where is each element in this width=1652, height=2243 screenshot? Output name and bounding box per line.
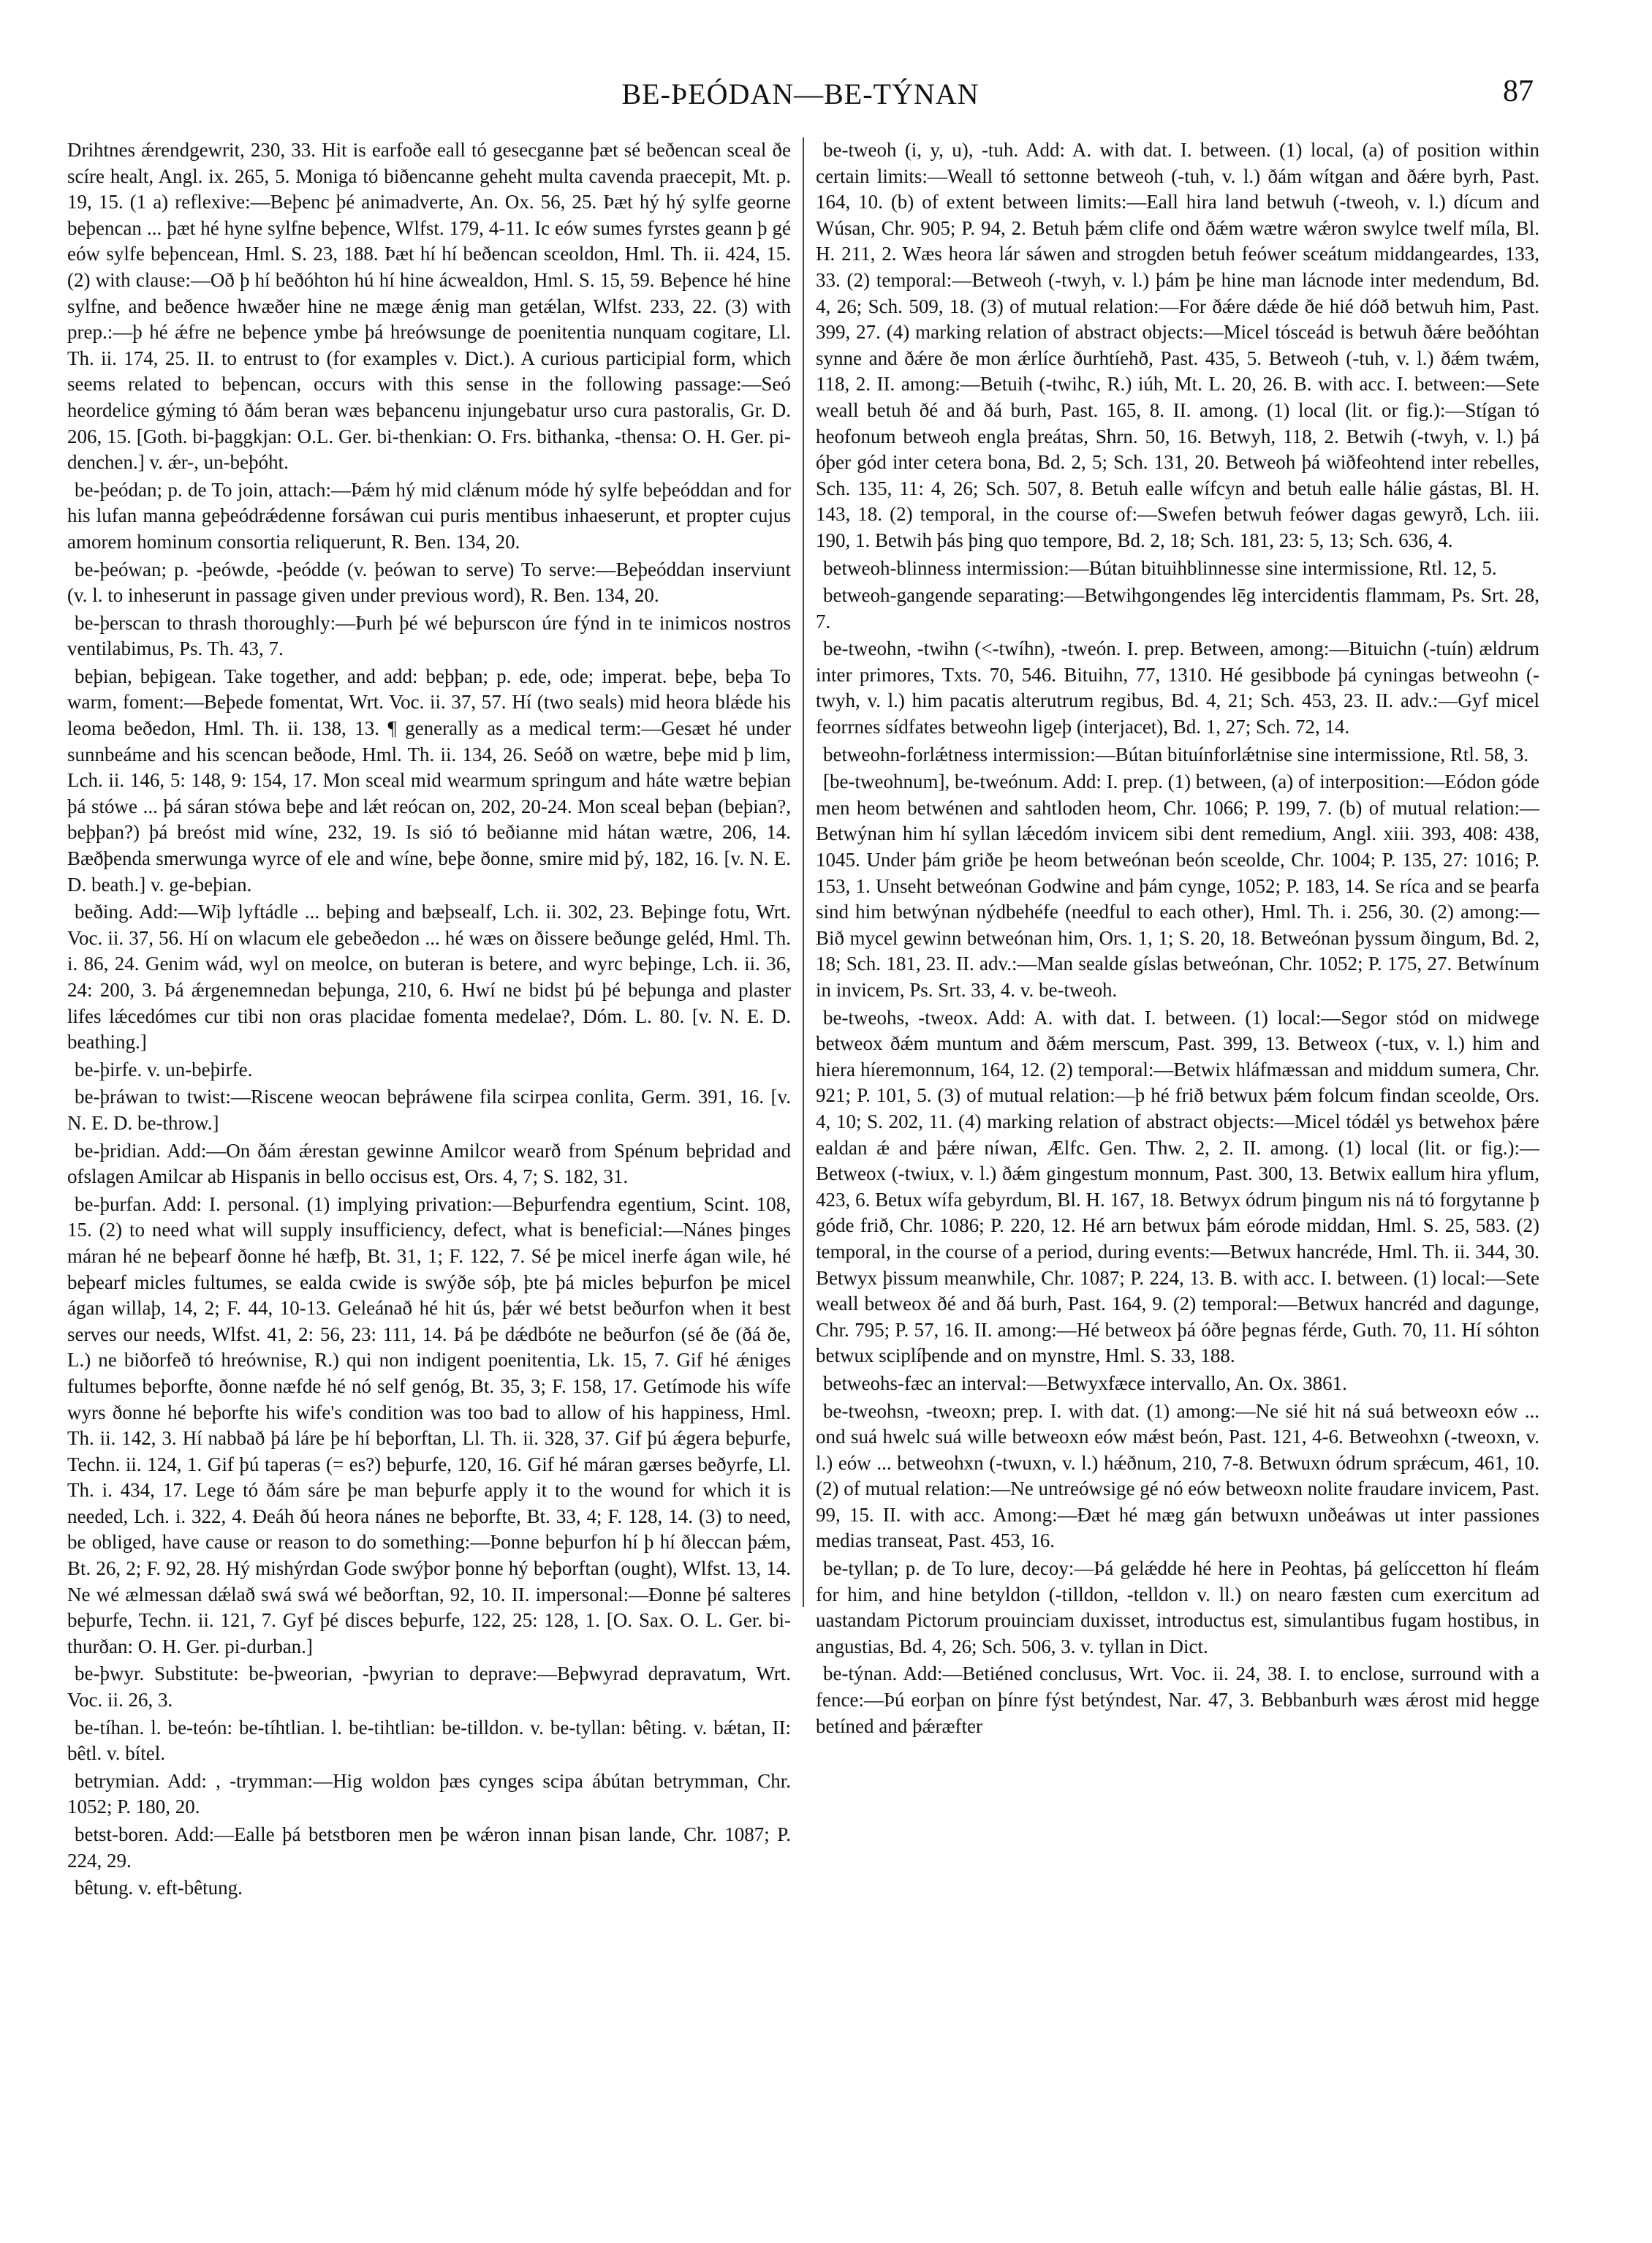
entry-be-þeódan: be-þeódan; p. de To join, attach:—Þǽm hý mid clǽnum móde hý sylfe beþeóddan and for his lufan manna geþeódrǽdenne forsáwan cui puris mentibus inhaeserunt, et propter cujus amorem hominum consortia reliquerunt, R. Ben. 134, 20. — [67, 478, 791, 553]
page-header — [67, 77, 1534, 121]
entry-bêtung: bêtung. v. eft-bêtung. — [75, 1877, 243, 1899]
entry-be-tweohs: be-tweohs, -tweox. Add: A. with dat. I. between. (1) local:—Segor stód on midwege betweox ðǽm muntum and ðǽm merscum, Past. 399, 13. Betweox (-tux, v. l.) him and hiera híeremonnum, 164, 12. (2) temporal:—Betwix hláfmæssan and middum sumera, Chr. 921; P. 101, 5. (3) of mutual relation:—þ hé frið betwux þǽm folcum findan sceolde, Ors. 4, 10; S. 202, 11. (4) marking relation of abstract objects:—Micel tódǽl ys betwehox þǽre ealdan ǽ and þǽre níwan, Ælfc. Gen. Thw. 2, 2. II. among. (1) local (lit. or fig.):—Betweox (-twiux, v. l.) ðǽm gingestum monnum, Past. 300, 13. Betwix eallum hira yflum, 423, 6. Betux wífa gebyrdum, Bl. H. 167, 18. Betwyx ódrum þingum nis ná tó forgytanne þ góde frið, Chr. 1086; P. 220, 12. Hé arn betwux þám eórode middan, Hml. S. 25, 583. (2) temporal, in the course of a period, during events:—Betwux hancréde, Hml. Th. ii. 344, 30. Betwyx þissum meanwhile, Chr. 1087; P. 224, 13. B. with acc. I. between. (1) local:—Sete weall betweox ðé and ðá burh, Past. 164, 9. (2) temporal:—Betwux hancréd and dagunge, Chr. 795; P. 57, 16. II. among:—Hé betweox þá óðre þegnas férde, Guth. 70, 11. Hí sóhton betwux sciplíþende and on mynstre, Hml. S. 33, 188. — [816, 1006, 1539, 1367]
entry-be-þerscan: be-þerscan to thrash thoroughly:—Þurh þé wé beþurscon úre fýnd in te inimicos nostros ventilabimus, Ps. Th. 43, 7. — [67, 611, 791, 660]
entry-be-tyllan: be-tyllan; p. de To lure, decoy:—Þá gelǽdde hé here in Peohtas, þá gelíccetton hí fleám for him, and hine betyldon (-tilldon, -telldon v. ll.) on nearo fæsten cum exercitum ad uastandam Pictorum prouinciam duxisset, introductus est, simulantibus fugam hostibus, in angustias, Bd. 4, 26; Sch. 506, 3. v. tyllan in Dict. — [816, 1557, 1539, 1657]
entry-betweohn-forlǽtness: betweohn-forlǽtness intermission:—Bútan bituínforlǽtnise sine intermissione, Rtl. 58, 3. — [823, 743, 1529, 765]
entry-be-tweohn: be-tweohn, -twihn (<-twíhn), -tweón. I. prep. Between, among:—Bituichn (-tuín) ældrum inter primores, Txts. 70, 546. Bituihn, 77, 1310. Hé gesibbode þá cyningas betweohn (-twyh, v. l.) him pacatis alterutrum regibus, Bd. 4, 21; Sch. 453, 23. II. adv.:—Gyf micel feorrnes sídfates betweohn ligeþ (interjacet), Bd. 1, 27; Sch. 72, 14. — [816, 638, 1539, 738]
entry-be-tíhan: be-tíhan. l. be-teón: be-tíhtlian. l. be-tihtlian: be-tilldon. v. be-tyllan: bêting. v. bǽtan, II: bêtl. v. bítel. — [67, 1716, 791, 1765]
entry-betrymian: betrymian. Add: , -trymman:—Hig woldon þæs cynges scipa ábútan betrymman, Chr. 1052; P. 180, 20. — [67, 1769, 791, 1818]
entry-be-þráwan: be-þráwan to twist:—Riscene weocan beþráwene fila scirpea conlita, Germ. 391, 16. [v. N. E. D. be-throw.] — [67, 1086, 791, 1134]
left-column — [67, 137, 791, 1899]
entry-be-þridian: be-þridian. Add:—On ðám ǽrestan gewinne Amilcor wearð from Spénum beþridad and ofslagen Amilcar ab Hispanis in bello occisus est, Ors. 4, 7; S. 182, 31. — [67, 1139, 791, 1188]
entry-be-tweohsn: be-tweohsn, -tweoxn; prep. I. with dat. (1) among:—Ne sié hit ná suá betweoxn eów ... ond suá hwelc suá wille betweoxn eów mǽst beón, Past. 121, 4-6. Betweohxn (-tweoxn, v. l.) eów ... betweohxn (-twuxn, v. l.) hǽðnum, 210, 7-8. Betwuxn ódrum sprǽcum, 461, 10. (2) of mutual relation:—Ne untreówsige gé nó eów betweoxn nolite fraudare invicem, Past. 99, 15. II. with acc. Among:—Ðæt hé mæg gán betwuxn unðeáwas ut inter passiones medias transeat, Past. 453, 16. — [816, 1399, 1539, 1552]
page-number: 87 — [1503, 75, 1534, 108]
entry-be-þwyr: be-þwyr. Substitute: be-þweorian, -þwyrian to deprave:—Beþwyrad depravatum, Wrt. Voc. ii. 26, 3. — [67, 1663, 791, 1711]
entry-be-tweohnum: [be-tweohnum], be-tweónum. Add: I. prep. (1) between, (a) of interposition:—Eódon góde men heom betwénen and sahtloden heom, Chr. 1066; P. 199, 7. (b) of mutual relation:—Betwýnan him hí syllan lǽcedóm invicem sibi dent remedium, Angl. xiii. 393, 408: 438, 1045. Under þám griðe þe heom betweónan beón sceolde, Chr. 1004; P. 135, 27: 1016; P. 153, 1. Unseht betweónan Godwine and þám cynge, 1052; P. 183, 14. Se ríca and se þearfa sind him betwýnan nýdbehéfe (needful to each other), Hml. Th. i. 256, 30. (2) among:—Bið mycel gewinn betweónan him, Ors. 1, 1; S. 20, 18. Betweónan þyssum ðingum, Bd. 2, 18; Sch. 181, 23. II. adv.:—Man sealde gíslas betweónan, Chr. 1052; P. 175, 27. Betwínum in invicem, Ps. Srt. 33, 4. v. be-tweoh. — [816, 771, 1539, 1001]
entry-be-þurfan: be-þurfan. Add: I. personal. (1) implying privation:—Beþurfendra egentium, Scint. 108, 15. (2) to need what will supply insufficiency, defect, what is beneficial:—Nánes þinges máran hé ne beþearf ðonne hé hæfþ, Bt. 31, 1; F. 122, 7. Sé þe micel inerfe ágan wile, hé beþearf micles fultumes, se ealda cwide is swýðe sóþ, þte þá micles beþurfon þe micel ágan willaþ, 14, 2; F. 44, 10-13. Geleánað hé hit ús, þǽr wé betst beðurfon when it best serves our needs, Wlfst. 41, 2: 56, 23: 111, 14. Þá þe dǽdbóte ne beðurfon (sé ðe (ðá ðe, L.) ne biðorfeð tó hreównise, R.) qui non indigent poenitentia, Lk. 15, 7. Gif hé ǽniges fultumes beþorfte, ðonne næfde hé nó self genóg, Bt. 35, 3; F. 158, 17. Getímode his wífe wyrs ðonne hé beþorfte his wife's condition was too bad to allow of his happiness, Hml. Th. ii. 142, 3. Hí nabbað þá láre þe hí beþorftan, Ll. Th. ii. 328, 37. Gif þú ǽgera beþurfe, Techn. ii. 124, 1. Gif þú taperas (= es?) beþurfe, 120, 16. Gif hé máran gærses beðyrfe, Ll. Th. i. 434, 17. Lege tó ðám sáre þe man beþurfe apply it to the wound for which it is needed, Lch. i. 322, 4. Ðeáh ðú heora nánes ne beþorfte, Bt. 33, 4; F. 128, 14. (3) to need, be obliged, have cause or reason to do something:—Þonne beþurfon hí þ hí ðleccan þǽm, Bt. 26, 2; F. 92, 28. Hý mishýrdan Gode swýþor þonne hý beþorftan (ought), Wlfst. 13, 14. Ne wé ælmessan dǽlað swá swá wé beðorftan, 92, 10. II. impersonal:—Ðonne þé salteres beþurfe, Techn. ii. 121, 7. Gyf þé disces beþurfe, 122, 25: 128, 1. [O. Sax. O. L. Ger. bi-thurðan: O. H. Ger. pi-durban.] — [67, 1192, 791, 1657]
column-divider — [803, 137, 804, 1607]
entry-be-týnan: be-týnan. Add:—Betiéned conclusus, Wrt. Voc. ii. 24, 38. I. to enclose, surround with a fence:—Þú eorþan on þínre fýst betýndest, Nar. 47, 3. Bebbanburh wæs ǽrost mid hegge betíned and þǽræfter — [816, 1663, 1539, 1737]
running-title: BE-ÞEÓDAN—BE-TÝNAN — [621, 77, 980, 110]
entry-betweohs-fæc: betweohs-fæc an interval:—Betwyxfæce intervallo, An. Ox. 3861. — [823, 1372, 1347, 1394]
entry-betweoh-blinness: betweoh-blinness intermission:—Bútan bituihblinnesse sine intermissione, Rtl. 12, 5. — [823, 556, 1497, 579]
right-column — [816, 137, 1539, 1737]
entry-be-tweoh: be-tweoh (i, y, u), -tuh. Add: A. with dat. I. between. (1) local, (a) of position within certain limits:—Weall tó settonne betweoh (-tuh, v. l.) ðám wítgan and ðǽre byrh, Past. 164, 10. (b) of extent between limits:—Eall hira land betwuh (-tweoh, v. l.) dícum and Wúsan, Chr. 905; P. 94, 2. Betuh þǽm clife ond ðǽm wætre wǽron swylce twelf míla, Bl. H. 211, 2. Wæs heora lár sáwen and strogden betuh feówer sceátum middangeardes, 133, 33. (2) temporal:—Betweoh (-twyh, v. l.) þám þe hine man lácnode inter medendum, Bd. 4, 26; Sch. 509, 18. (3) of mutual relation:—For ðǽre dǽde ðe hié dóð betwuh him, Past. 399, 27. (4) marking relation of abstract objects:—Micel tósceád is betwuh ðǽre beðóhtan synne and ðǽre ðe mon ǽrlíce ðurhtíehð, Past. 435, 5. Betweoh (-tuh, v. l.) ðǽm twǽm, 118, 2. II. among:—Betuih (-twihc, R.) iúh, Mt. L. 20, 26. B. with acc. I. between:—Sete weall betuh ðé and ðá burh, Past. 165, 8. II. among. (1) local (lit. or fig.):—Stígan tó heofonum betweoh engla þreátas, Shrn. 50, 16. Betwyh, 118, 2. Betwih (-twyh, v. l.) þá óþer gód inter cetera bona, Bd. 2, 5; Sch. 131, 20. Betweoh þá wiðfeohtend inter rebelles, Sch. 135, 11: 4, 26; Sch. 507, 8. Betuh ealle wífcyn and betuh ealle hálie gástas, Bl. H. 143, 18. (2) temporal, in the course of:—Swefen betwuh feówer dagas gewyrð, Lch. iii. 190, 1. Betwih þás þing quo tempore, Bd. 2, 18; Sch. 181, 23: 5, 13; Sch. 636, 4. — [816, 139, 1539, 551]
entry-beþian: beþian, beþigean. Take together, and add: beþþan; p. ede, ode; imperat. beþe, beþa To warm, foment:—Beþede fomentat, Wrt. Voc. ii. 37, 57. Hí (two seals) mid heora blǽde his leoma beðedon, Hml. Th. ii. 138, 13. ¶ generally as a medical term:—Gesæt hé under sunnbeáme and his scencan beðode, Hml. Th. ii. 134, 26. Seóð on wætre, beþe mid þ lim, Lch. ii. 146, 5: 148, 9: 154, 17. Mon sceal mid wearmum springum and hátе wætre beþian þá stówe ... þá sáran stówa beþe and lǽt reócan on, 202, 20-24. Mon sceal beþan (beþian?, beþþan?) þá breóst mid wíne, 232, 19. Is sió tó beðianne mid hátan wætre, 206, 14. Bæðþenda smerwunga wyrce of ele and wíne, beþe ðonne, smire mid þý, 182, 16. [v. N. E. D. beath.] v. ge-beþian. — [67, 665, 791, 896]
entry-be-þeówan: be-þeówan; p. -þeówde, -þeódde (v. þeówan to serve) To serve:—Beþeóddan inserviunt (v. l. to inheserunt in passage given under previous word), R. Ben. 134, 20. — [67, 558, 791, 607]
entry-betweoh-gangende: betweoh-gangende separating:—Betwihgongendes lēg intercidentis flammam, Ps. Srt. 28, 7. — [816, 584, 1539, 632]
entry-betst-boren: betst-boren. Add:—Ealle þá betstboren men þe wǽron innan þisan lande, Chr. 1087; P. 224, 29. — [67, 1823, 791, 1872]
entry-beþencan-cont: Drihtnes ǽrendgewrit, 230, 33. Hit is earfoðe eall tó gesecganne þæt sé beðencan sceal ðe scíre healt, Angl. ix. 265, 5. Moniga tó biðencanne geheht multa cavenda praecepit, Mt. p. 19, 15. (1 a) reflexive:—Beþenc þé animadverte, An. Ox. 56, 25. Þæt hý hý sylfe georne beþencan ... þæt hé hyne sylfne beþence, Wlfst. 179, 4-11. Ic eów sumes fyrstes geann þ gé eów sylfe beþencean, Hml. S. 23, 188. Þæt hí hí beðencan sceoldon, Hml. Th. ii. 424, 15. (2) with clause:—Oð þ hí beðóhton hú hí hine ácwealdon, Hml. S. 15, 59. Beþence hé hine sylfne, and beðence hwæðer hine ne mæge ǽnig man getǽlan, Wlfst. 233, 22. (3) with prep.:—þ hé ǽfre ne beþence ymbe þá hreówsunge de poenitentia nunquam cogitare, Ll. Th. ii. 174, 25. II. to entrust to (for examples v. Dict.). A curious participial form, which seems related to beþencan, occurs with this sense in the following passage:—Seó heordelice gýming tó ðám beran wæs beþancenu injungebatur urso cura pastoralis, Gr. D. 206, 15. [Goth. bi-þaggkjan: O.L. Ger. bi-thenkian: O. Frs. bithanka, -thensa: O. H. Ger. pi-denchen.] v. ǽr-, un-beþóht. — [67, 139, 791, 474]
entry-be-þirfe: be-þirfe. v. un-beþirfe. — [75, 1058, 253, 1081]
entry-beðing: beðing. Add:—Wiþ lyftádle ... beþing and bæþsealf, Lch. ii. 302, 23. Beþinge fotu, Wrt. Voc. ii. 37, 56. Hí on wlacum ele gebeðedon ... hé wæs on ðissere beðunge geléd, Hml. Th. i. 86, 24. Genim wád, wyl on meolce, on buteran is betere, and wyrc beþinge, Lch. ii. 36, 24: 200, 3. Þá ǽrgenemnedan beþunga, 210, 6. Hwí ne bidst þú þé beþunga and plaster lifes lǽcedómes cur tibi non oras placidae fomenta medelae?, Dóm. L. 80. [v. N. E. D. beathing.] — [67, 901, 791, 1054]
